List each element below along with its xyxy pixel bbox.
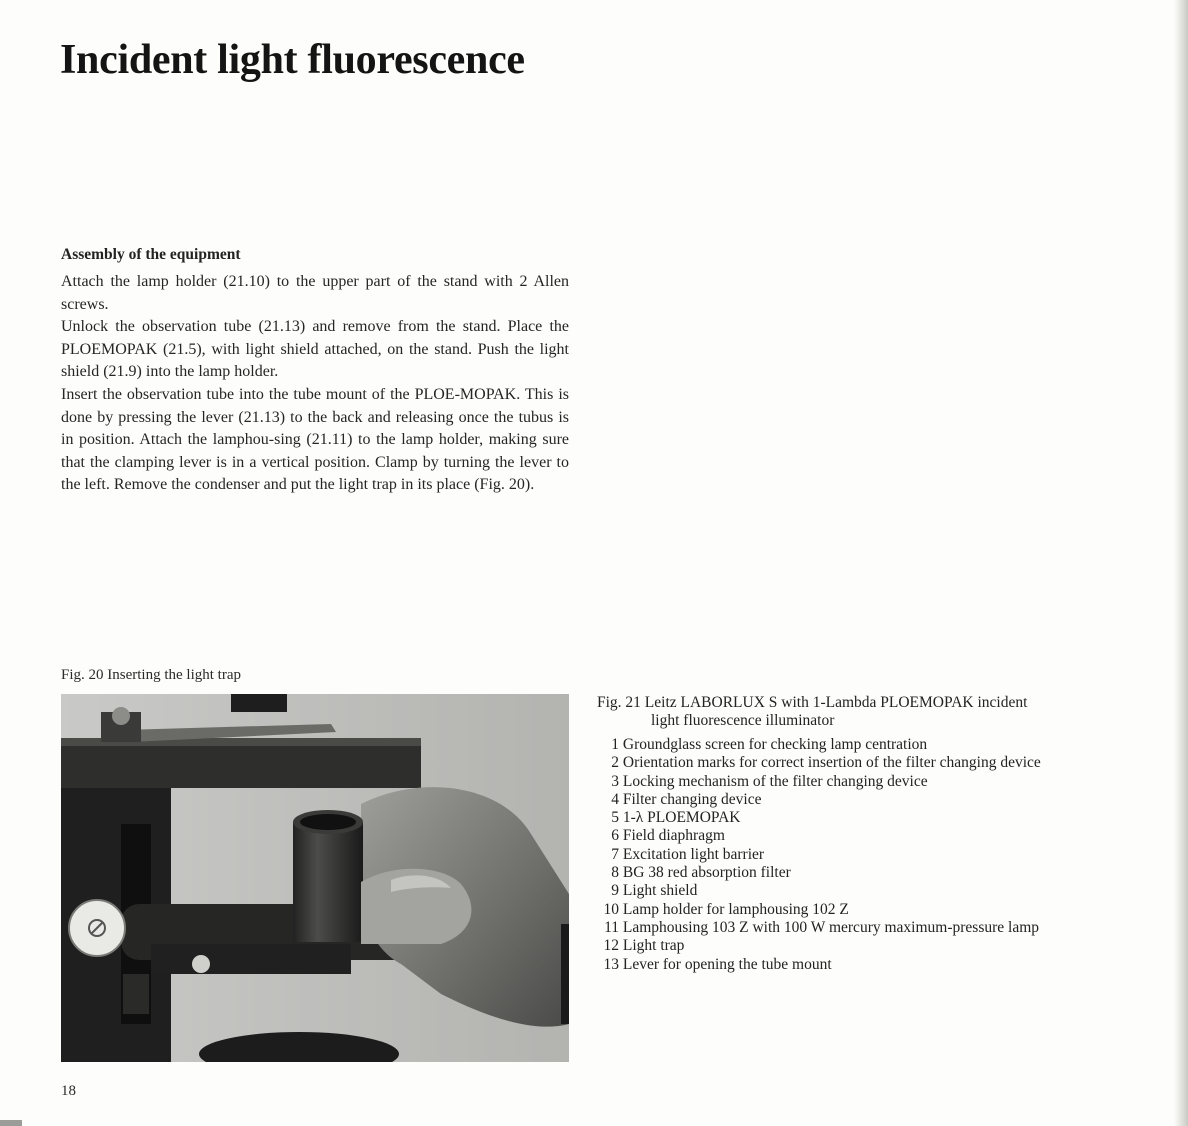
legend-item: 1 Groundglass screen for checking lamp centration: [611, 736, 928, 753]
legend-item: 7 Excitation light barrier: [611, 845, 765, 863]
assembly-paragraph-1: Attach the lamp holder (21.10) to the upper part of the stand with 2 Allen screws.: [61, 273, 569, 313]
figure-20-photo-light-trap: [61, 694, 569, 1062]
legend-item: 6 Field diaphragm: [611, 827, 725, 845]
legend-item: 12 Light trap: [603, 937, 685, 955]
legend-item: 8 BG 38 red absorption filter: [611, 864, 791, 882]
page-title: Incident light fluorescence: [60, 37, 525, 83]
legend-item: 4 Filter changing device: [611, 790, 762, 808]
figure-21-caption-line-2: light fluorescence illuminator: [651, 712, 835, 730]
page-number: 18: [61, 1083, 76, 1099]
legend-item: 9 Light shield: [611, 882, 698, 900]
figure-21-caption: [597, 694, 1117, 730]
assembly-paragraph-3: Insert the observation tube into the tube mount of the PLOE-MOPAK. This is done by pressing the lever (21.13) to the back and releasing once the tubus is in position. Attach the lamphou-sing (21.11) to the lamp holder, making sure that the clamping lever is in a vertical position. Clamp by turning the lever to the left. Remove the condenser and put the light trap in its place (Fig. 20).: [61, 385, 569, 494]
legend-item: 13 Lever for opening the tube mount: [603, 955, 832, 973]
figure-21-legend: [597, 736, 1041, 974]
figure-21-caption-line-1: Fig. 21 Leitz LABORLUX S with 1-Lambda PLOEMOPAK incident: [597, 694, 1028, 711]
legend-item: 5 1-λ PLOEMOPAK: [611, 809, 741, 827]
scan-corner-mark: [0, 1120, 22, 1126]
assembly-body-text: [61, 271, 569, 497]
legend-item: 10 Lamp holder for lamphousing 102 Z: [603, 900, 849, 918]
legend-item: 2 Orientation marks for correct insertion of the filter changing device: [611, 754, 1041, 772]
page-edge-shadow: [1174, 0, 1188, 1126]
legend-item: 11 Lamphousing 103 Z with 100 W mercury maximum-pressure lamp: [604, 918, 1040, 936]
section-heading-assembly: Assembly of the equipment: [61, 246, 241, 263]
figure-20-caption: Fig. 20 Inserting the light trap: [61, 667, 241, 683]
assembly-paragraph-2: Unlock the observation tube (21.13) and remove from the stand. Place the PLOEMOPAK (21.5), with light shield attached, on the stand. Push the light shield (21.9) into the lamp holder.: [61, 318, 569, 381]
legend-item: 3 Locking mechanism of the filter changing device: [611, 772, 928, 790]
